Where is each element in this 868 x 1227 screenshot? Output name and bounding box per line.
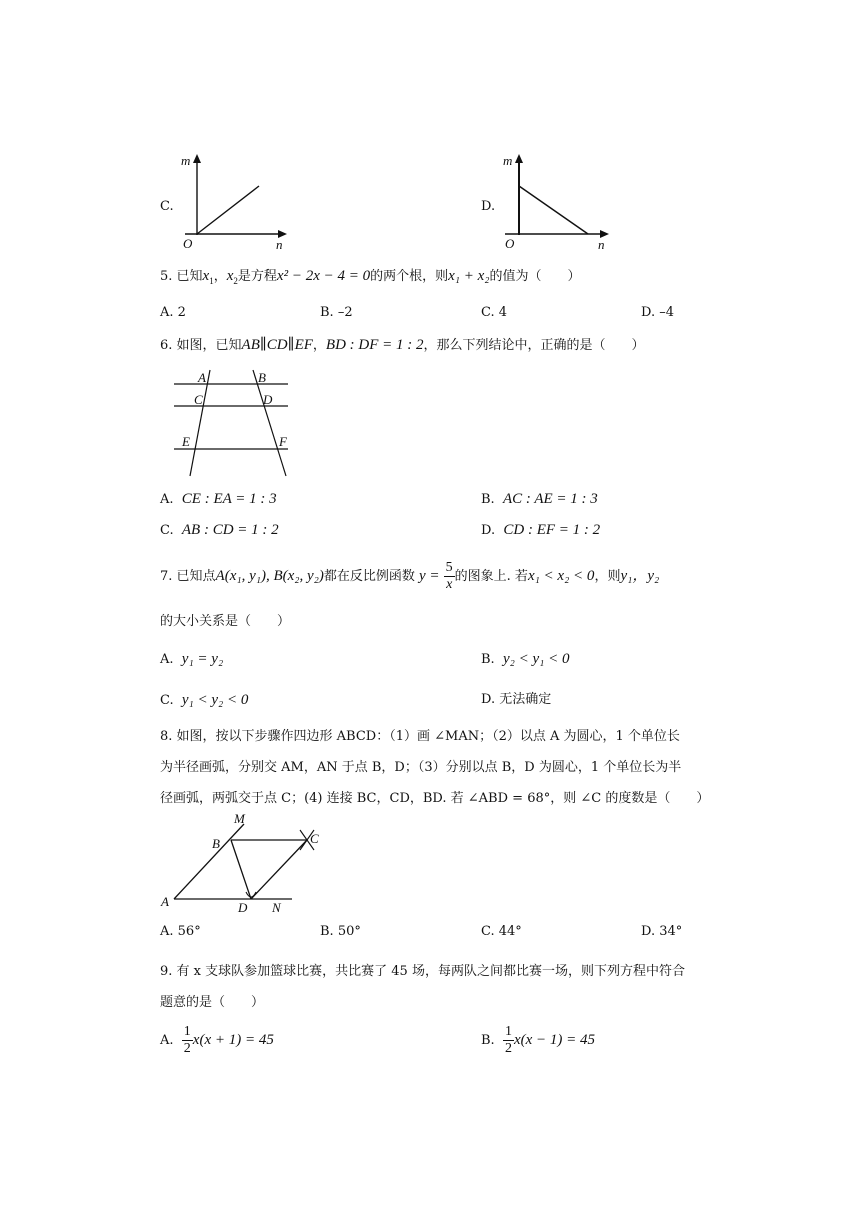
q6-label-a: A (198, 370, 206, 385)
q7-func-lhs: y = (419, 568, 440, 584)
q4-option-d-graph (497, 150, 617, 255)
q4d-origin: O (505, 236, 515, 251)
q5-stem: 5. 已知$x_1$，$x_2$是方程x² − 2x − 4 = 0的两个根，则x₁ + x₂的值为（ ） (160, 268, 581, 286)
q9-stem-line2: 题意的是（ ） (160, 995, 265, 1010)
q5-option-d[interactable]: D. –4 (641, 305, 674, 320)
q4d-axis-n: n (598, 237, 605, 252)
q8-label-a: A (161, 894, 169, 909)
q5-equation: x² − 2x − 4 = 0 (276, 268, 371, 284)
q6-label-b: B (258, 370, 266, 385)
q5-option-b[interactable]: B. –2 (320, 305, 353, 320)
q9a-fraction: $\frac{1}{2}$ (183, 1024, 191, 1056)
q6-label-c: C (194, 392, 203, 407)
q8-label-b: B (212, 836, 220, 851)
q4-option-d-label: D. (481, 199, 496, 214)
q4c-axis-m: m (181, 153, 191, 168)
q4c-axis-n: n (276, 237, 283, 252)
q7-option-c[interactable]: C. y₁ < y₂ < 0 (160, 692, 249, 708)
q8-option-d[interactable]: D. 34° (641, 924, 683, 939)
q5-option-a[interactable]: A. 2 (160, 305, 186, 320)
q6-option-c[interactable]: C. AB : CD = 1 : 2 (160, 522, 279, 538)
q7-option-b[interactable]: B. y₂ < y₁ < 0 (481, 651, 570, 667)
q8-figure (160, 810, 330, 920)
q7-points: A(x₁, y₁), B(x₂, y₂) (215, 568, 324, 584)
q7-stem-line2: 的大小关系是（ ） (160, 614, 291, 629)
q9-option-b[interactable]: B. $\frac{1}{2}$ x(x − 1) = 45 (481, 1024, 596, 1056)
q5-option-c[interactable]: C. 4 (481, 305, 508, 320)
q8-stem-line1: 8. 如图，按以下步骤作四边形 ABCD：（1）画 ∠MAN；（2）以点 A 为圆心，1 个单位长 (160, 729, 680, 744)
q9b-fraction: $\frac{1}{2}$ (504, 1024, 512, 1056)
q4-option-c-graph (175, 150, 295, 255)
q8-stem-line3: 径画弧，两弧交于点 C；(4) 连接 BC，CD，BD. 若 ∠ABD = 68°，则 ∠C 的度数是（ ） (160, 791, 710, 806)
q7-fraction: $\frac{5}{x}$ (445, 560, 453, 592)
q6-label-e: E (182, 434, 190, 449)
q7-ys: y₁，y₂ (620, 568, 660, 584)
q4d-axis-m: m (503, 153, 513, 168)
q8-label-d: D (238, 900, 248, 915)
q6-label-d: D (263, 392, 273, 407)
q6-option-d[interactable]: D. CD : EF = 1 : 2 (481, 522, 601, 538)
q9-stem-line1: 9. 有 x 支球队参加篮球比赛，共比赛了 45 场，每两队之间都比赛一场，则下列方程中符合 (160, 964, 685, 979)
q8-label-n: N (272, 900, 281, 915)
q8-label-c: C (310, 831, 319, 846)
q6-cond-ratio: BD : DF = 1 : 2 (325, 337, 424, 353)
q8-option-a[interactable]: A. 56° (160, 924, 201, 939)
q6-option-b[interactable]: B. AC : AE = 1 : 3 (481, 491, 598, 507)
q5-sum: x₁ + x₂ (448, 268, 490, 284)
q4c-origin: O (183, 236, 193, 251)
q5-x1: $x_1$ (202, 268, 214, 286)
q7-stem: 7. 已知点A(x₁, y₁), B(x₂, y₂)都在反比例函数 y = $\frac{5}{x}$ 的图象上. 若x₁ < x₂ < 0，则y₁，y₂ (160, 560, 660, 592)
q8-stem-line2: 为半径画弧，分别交 AM，AN 于点 B，D；（3）分别以点 B，D 为圆心，1 个单位长为半 (160, 760, 682, 775)
q8-option-c[interactable]: C. 44° (481, 924, 522, 939)
q6-cond-parallel: AB∥CD∥EF (241, 337, 313, 353)
q6-option-a[interactable]: A. CE : EA = 1 : 3 (160, 491, 277, 507)
q5-x2: $x_2$ (226, 268, 238, 286)
q6-label-f: F (279, 434, 287, 449)
q8-label-m: M (234, 811, 245, 826)
q8-option-b[interactable]: B. 50° (320, 924, 361, 939)
q6-figure (170, 366, 295, 481)
q9-option-a[interactable]: A. $\frac{1}{2}$ x(x + 1) = 45 (160, 1024, 274, 1056)
q6-stem: 6. 如图，已知AB∥CD∥EF，BD : DF = 1 : 2，那么下列结论中，正确的是（ ） (160, 337, 645, 353)
q7-option-a[interactable]: A. y₁ = y₂ (160, 651, 224, 667)
q4-option-c-label: C. (160, 199, 174, 214)
q7-option-d[interactable]: D. 无法确定 (481, 692, 552, 707)
q7-cond: x₁ < x₂ < 0 (527, 568, 595, 584)
